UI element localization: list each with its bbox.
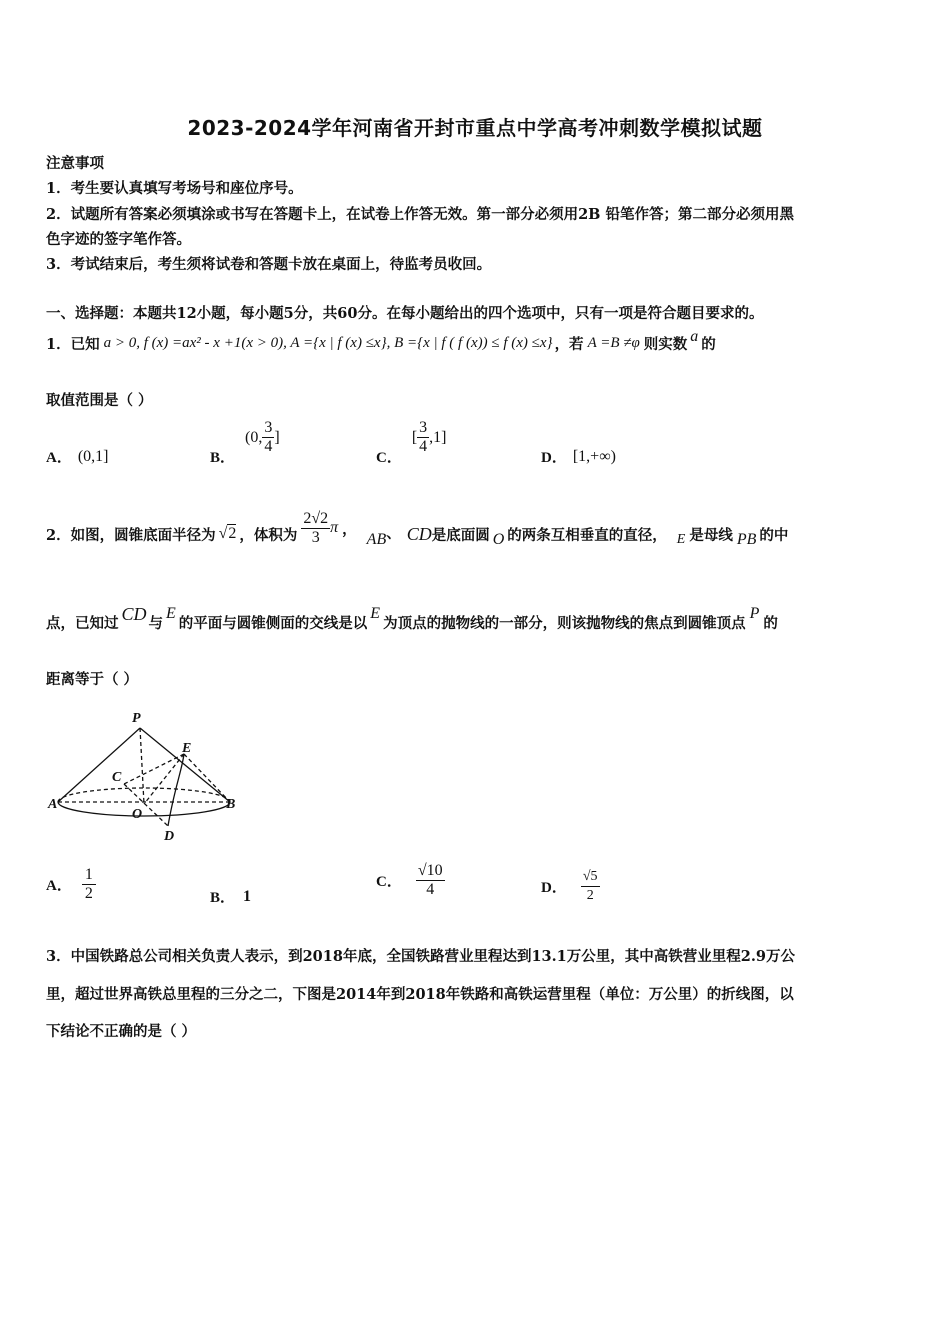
q2-option-c-label: C． [376, 874, 402, 890]
q2-l2-e: E [166, 605, 176, 622]
question-2-line-1: 2．如图，圆锥底面半径为 √2 ，体积为 $\frac{2√2}{3}$ π ， AB 、 CD 是底面圆 O 的两条互相垂直的直径， E 是母线 PB 的中 [46, 509, 789, 548]
q2-l2-text-a: 点，已知过 [46, 614, 119, 632]
notice-item-2: 2．试题所有答案必须填涂或书写在答题卡上，在试卷上作答无效。第一部分必须用2B 铅笔作答；第二部分必须用黑 [46, 206, 794, 223]
q1-option-c-num: 3 [419, 419, 428, 436]
q1-option-a[interactable] [46, 446, 109, 467]
q2-option-d-fraction [581, 868, 600, 905]
section-heading: 一、选择题：本题共12小题，每小题5分，共60分。在每小题给出的四个选项中，只有一项是符合题目要求的。 [46, 305, 764, 322]
q2-option-b-text: 1 [243, 887, 252, 905]
q2-volume-num: 2√2 [303, 509, 329, 527]
q2-text-1: 2．如图，圆锥底面半径为 [46, 526, 216, 544]
label-d: D [164, 829, 175, 843]
label-o: O [132, 807, 143, 822]
cone-base-front-arc [58, 802, 230, 816]
q1-prefix: 1．已知 [46, 335, 100, 353]
q1-option-a-text: (0,1] [77, 447, 109, 465]
label-b: B [226, 797, 236, 812]
q2-l2-e2: E [370, 605, 381, 622]
q2-pi: π [330, 519, 339, 536]
q2-l2-text-c: 的平面与圆锥侧面的交线是以 [178, 614, 368, 632]
q2-option-c-den: 4 [426, 881, 435, 898]
q2-l2-text-b: 与 [148, 614, 164, 632]
diameter-cd [124, 784, 168, 826]
q1-formula: a > 0, f (x) =ax² - x +1(x > 0), A ={x | f (x) ≤x}, B ={x | f ( f (x)) ≤ f (x) ≤x} [103, 334, 553, 351]
q2-option-d-den: 2 [586, 888, 594, 903]
question-3-line-3: 下结论不正确的是（ ） [46, 1023, 197, 1040]
q2-text-6: 是母线 [689, 526, 733, 544]
q1-option-d[interactable] [541, 446, 616, 467]
q1-var: a [690, 328, 699, 345]
q2-text-2: ，体积为 [239, 526, 298, 544]
q2-option-c[interactable] [376, 862, 445, 899]
q2-e: E [676, 532, 686, 547]
q2-text-3: ， [342, 520, 357, 538]
q2-ab: AB [366, 531, 387, 548]
q1-condition: A =B ≠φ [587, 334, 640, 351]
q2-option-a-den: 2 [84, 885, 93, 902]
q1-option-d-text: [1,+∞) [572, 447, 616, 465]
question-3-line-2: 里，超过世界高铁总里程的三分之二，下图是2014年到2018年铁路和高铁运营里程（单位：万公里）的折线图，以 [46, 986, 794, 1003]
q2-option-b[interactable] [210, 886, 251, 907]
page-title: 2023-2024学年河南省开封市重点中学高考冲刺数学模拟试题 [187, 116, 763, 140]
q2-option-b-label: B． [210, 890, 236, 906]
q2-text-5: 的两条互相垂直的直径， [507, 526, 667, 544]
q1-mid: ，若 [554, 335, 584, 353]
notice-item-3: 3．考试结束后，考生须将试卷和答题卡放在桌面上，待监考员收回。 [46, 256, 492, 273]
q2-text-4: 是底面圆 [431, 526, 490, 544]
notice-item-1: 1．考生要认真填写考场号和座位序号。 [46, 180, 303, 197]
q1-option-d-label: D． [541, 450, 567, 466]
question-2-line-2 [46, 600, 778, 644]
notice-item-2-cont: 色字迹的签字笔作答。 [46, 231, 191, 248]
q1-option-c-post: ,1] [429, 428, 447, 446]
q1-option-a-label: A． [46, 450, 72, 466]
q1-option-b[interactable] [210, 419, 280, 468]
question-3-line-1: 3．中国铁路总公司相关负责人表示，到2018年底，全国铁路营业里程达到13.1万公里，其中高铁营业里程2.9万公 [46, 948, 795, 965]
q1-option-b-fraction [262, 419, 274, 456]
q1-option-c-label: C． [376, 450, 402, 466]
segment-po [140, 728, 144, 804]
q2-option-c-fraction [416, 862, 445, 899]
question-1-line-2: 取值范围是（ ） [46, 392, 153, 409]
question-1-line-1 [46, 328, 716, 358]
q2-sep: 、 [386, 524, 401, 542]
q1-end: 的 [701, 335, 716, 353]
q1-option-c[interactable] [376, 419, 447, 468]
q2-l2-text-d: 为顶点的抛物线的一部分，则该抛物线的焦点到圆锥顶点 [383, 614, 746, 632]
q2-option-d-num: √5 [581, 868, 600, 887]
cone-edge-pb [140, 728, 230, 802]
q1-option-c-den: 4 [419, 438, 428, 455]
q1-option-b-pre: (0, [245, 428, 263, 446]
q1-option-c-pre: [ [411, 428, 418, 446]
q2-text-7: 的中 [759, 526, 789, 544]
label-c: C [112, 770, 122, 785]
notice-heading: 注意事项 [46, 155, 104, 172]
q2-o: O [492, 531, 505, 548]
q2-option-a[interactable] [46, 866, 96, 903]
q2-pb: PB [736, 531, 757, 548]
segment-eb [184, 754, 230, 802]
q2-cd: CD [406, 523, 432, 544]
q2-option-d-label: D． [541, 880, 567, 896]
q2-l2-cd: CD [121, 603, 147, 624]
q2-radius: 2 [228, 525, 237, 542]
q1-option-b-post: ] [274, 428, 280, 446]
q1-suffix: 则实数 [643, 335, 688, 353]
cone-figure [46, 708, 246, 843]
label-e: E [182, 741, 192, 756]
q2-volume-den: 3 [311, 528, 320, 546]
q2-option-c-num: √10 [417, 862, 443, 879]
q2-l2-p: P [749, 605, 760, 622]
label-a: A [48, 797, 58, 812]
q2-option-d[interactable] [541, 868, 600, 905]
segment-ec [124, 754, 184, 784]
q2-option-a-num: 1 [84, 866, 93, 883]
label-p: P [132, 711, 141, 726]
cone-edge-pa [58, 728, 140, 802]
q2-l2-text-f: 的 [763, 614, 778, 632]
q1-option-b-label: B． [210, 450, 236, 466]
q2-volume-fraction [301, 510, 330, 547]
q2-option-a-fraction [82, 866, 96, 903]
q2-option-a-label: A． [46, 878, 72, 894]
q1-option-b-den: 4 [264, 438, 273, 455]
question-2-line-3: 距离等于（ ） [46, 671, 139, 688]
q1-option-b-num: 3 [264, 419, 273, 436]
q1-option-c-fraction [417, 419, 429, 456]
